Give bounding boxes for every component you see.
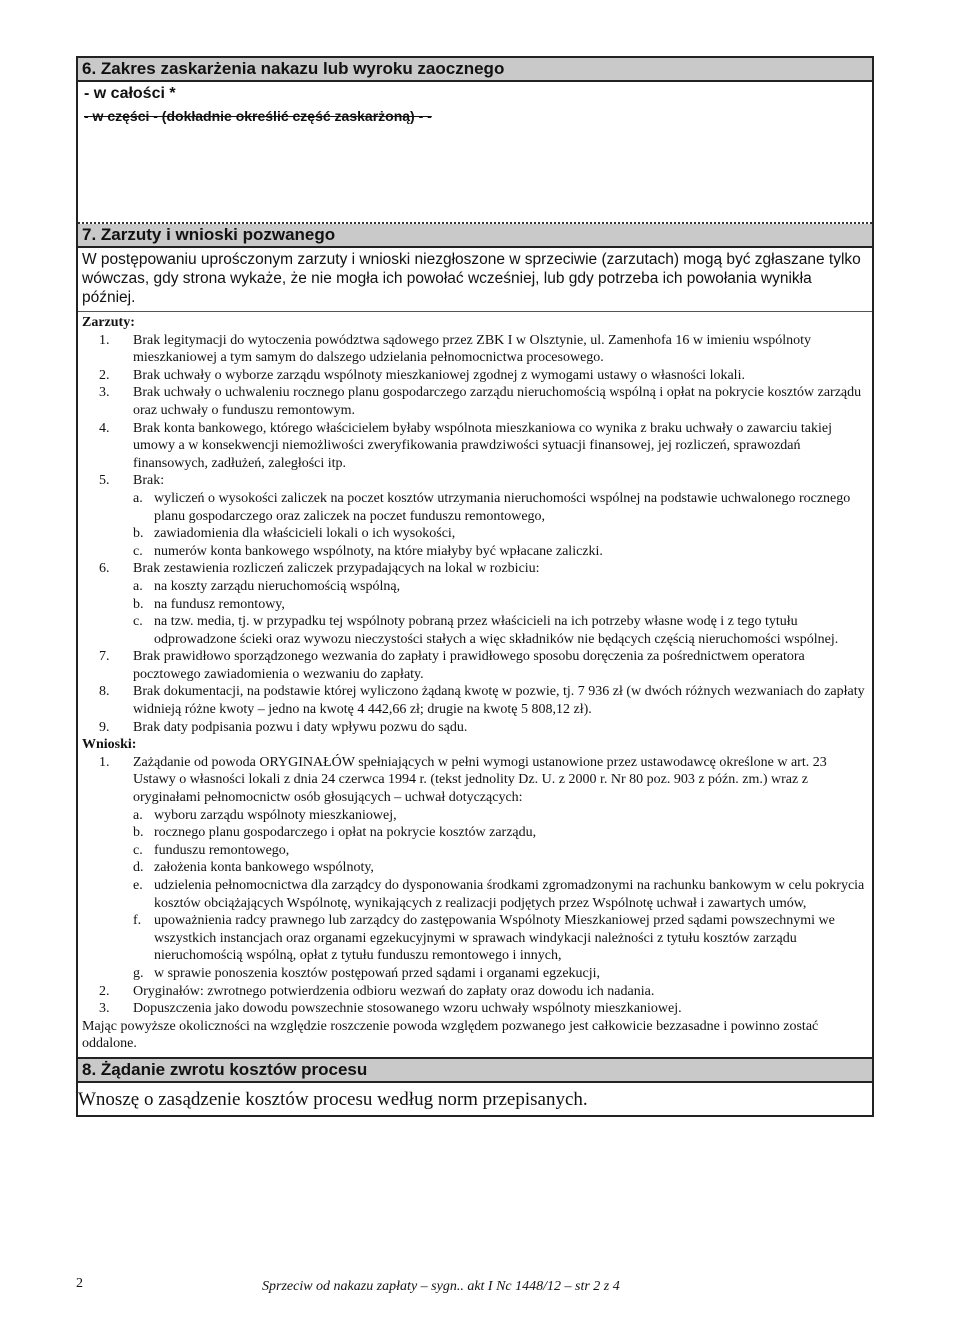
item-text: Oryginałów: zwrotnego potwierdzenia odbioru wezwań do zapłaty oraz dowodu ich nadania.: [133, 983, 655, 999]
section-6-title: 6. Zakres zaskarżenia nakazu lub wyroku zaocznego: [78, 58, 872, 82]
scope-full: - w całości *: [84, 85, 176, 102]
list-item: [82, 420, 868, 473]
list-item: [82, 560, 868, 648]
item-number: 3.: [99, 385, 110, 401]
sub-item-text: na fundusz remontowy,: [154, 596, 285, 612]
objections-and-motions: [78, 311, 872, 1057]
section-7-intro: W postępowaniu uprośczonym zarzuty i wnioski niezgłoszone w sprzeciwie (zarzutach) mogą być zgłaszane tylko wówczas, gdy strona wykaże, że nie mogła ich powołać wcześniej, lub gdy potrzeba ich powołania wynikła później.: [82, 251, 861, 306]
sub-list-item: [133, 807, 868, 825]
item-number: 8.: [99, 684, 110, 700]
sub-item-letter: f.: [133, 913, 142, 929]
sub-list-item: [133, 877, 868, 912]
item-text: Brak prawidłowo sporządzonego wezwania do zapłaty i prawidłowego sposobu doręczenia za pośrednictwem operatora pocztowego zawiadomienia o wezwaniu do zapłaty.: [133, 649, 805, 682]
dotted-separator: [78, 222, 872, 224]
sub-item-text: upoważnienia radcy prawnego lub zarządcy do zastępowania Wspólnoty Mieszkaniowej przed sądami powszechnymi we wszystkich instancjach oraz organami egzekucyjnymi w sprawach windykacji należności z tytułu kosztów zarządu nieruchomością wspólną, opłat z tytułu funduszu remontowego i innych,: [154, 913, 835, 964]
section-6-body: [78, 82, 872, 224]
objections-list: [82, 332, 868, 737]
sub-list-item: [133, 525, 868, 543]
sub-item-letter: c.: [133, 614, 143, 630]
sub-item-text: w sprawie ponoszenia kosztów postępowań przed sądami i organami egzekucji,: [154, 965, 601, 981]
list-item: [82, 648, 868, 683]
item-number: 2.: [99, 983, 110, 999]
sub-item-letter: e.: [133, 878, 143, 893]
list-item: [82, 472, 868, 560]
section-8-body: [78, 1083, 872, 1115]
sub-list-item: [133, 596, 868, 614]
sub-list-item: [133, 543, 868, 561]
item-number: 5.: [99, 473, 110, 489]
item-text: Brak daty podpisania pozwu i daty wpływu pozwu do sądu.: [133, 719, 468, 735]
sub-list: [133, 490, 868, 560]
sub-item-letter: a.: [133, 490, 143, 506]
objections-label: Zarzuty:: [82, 315, 135, 330]
sub-item-letter: c.: [133, 543, 143, 559]
sub-list-item: [133, 578, 868, 596]
sub-item-text: na koszty zarządu nieruchomością wspólną,: [154, 578, 401, 594]
sub-item-letter: c.: [133, 842, 143, 858]
sub-item-text: na tzw. media, tj. w przypadku tej wspólnoty pobraną przez właścicieli na ich potrzeby własne wodę i z tego tytułu odprowadzone ścieki oraz wywozu nieczystości stałych a więc składników nie będących częścią nieruchomości wspólnej.: [154, 614, 839, 647]
item-text: Brak zestawienia rozliczeń zaliczek przypadających na lokal w rozbiciu:: [133, 561, 540, 577]
sub-item-letter: d.: [133, 860, 144, 876]
sub-list: [133, 807, 868, 983]
sub-item-text: założenia konta bankowego wspólnoty,: [154, 860, 374, 876]
item-text: Brak uchwały o wyborze zarządu wspólnoty mieszkaniowej zgodnej z wymogami ustawy o własności lokali.: [133, 367, 745, 383]
sub-list-item: [133, 613, 868, 648]
sub-list-item: [133, 490, 868, 525]
form-frame: [76, 56, 874, 1117]
sub-item-letter: b.: [133, 825, 144, 841]
closing-statement: Mając powyższe okoliczności na względzie roszczenie powoda względem pozwanego jest całkowicie bezzasadne i powinno zostać oddalone.: [82, 1018, 819, 1052]
list-item: [82, 332, 868, 367]
item-number: 3.: [99, 1001, 110, 1017]
item-text: Zażądanie od powoda ORYGINAŁÓW spełniających w pełni wymogi ustanowione przez ustawodawcę określone w art. 23 Ustawy o własności lokali z dnia 24 czerwca 1994 r. (tekst jednolity Dz. U. z 2000 r. Nr 80 poz. 903 z późn. zm.) wraz z oryginałami pełnomocnictw osób głosujących – uchwał dotyczących:: [133, 754, 827, 806]
item-text: Brak legitymacji do wytoczenia powództwa sądowego przez ZBK I w Olsztynie, ul. Zamenhofa 16 w imieniu wspólnoty mieszkaniowej a tym samym do dalszego udzielania pełnomocnictwa procesowego.: [133, 332, 812, 366]
list-item: [82, 754, 868, 983]
costs-statement: Wnoszę o zasądzenie kosztów procesu według norm przepisanych.: [78, 1088, 588, 1110]
sub-list-item: [133, 912, 868, 965]
sub-item-letter: a.: [133, 807, 143, 823]
item-number: 2.: [99, 367, 110, 383]
item-number: 1.: [99, 332, 110, 348]
sub-list: [133, 578, 868, 648]
item-text: Brak dokumentacji, na podstawie której wyliczono żądaną kwotę w pozwie, tj. 7 936 zł (w dwóch różnych wezwaniach do zapłaty widnieją różne kwoty – jedno na kwotę 4 442,66 zł; drugie na kwotę 5 808,12 zł).: [133, 684, 865, 718]
motions-list: [82, 754, 868, 1018]
list-item: [82, 983, 868, 1001]
sub-item-text: wyliczeń o wysokości zaliczek na poczet kosztów utrzymania nieruchomości wspólnej na podstawie uchwalonego rocznego planu gospodarczego oraz zaliczek na poczet funduszu remontowego,: [154, 490, 851, 524]
motions-label: Wnioski:: [82, 737, 137, 753]
sub-item-text: rocznego planu gospodarczego i opłat na pokrycie kosztów zarządu,: [154, 825, 537, 841]
sub-list-item: [133, 859, 868, 877]
sub-item-letter: g.: [133, 965, 144, 981]
item-text: Dopuszczenia jako dowodu powszechnie stosowanego wzoru uchwały wspólnoty mieszkaniowej.: [133, 1001, 682, 1017]
sub-item-text: numerów konta bankowego wspólnoty, na które miałyby być wpłacane zaliczki.: [154, 543, 603, 559]
page-number: 2: [76, 1276, 83, 1291]
item-text: Brak uchwały o uchwaleniu rocznego planu gospodarczego zarządu nieruchomością wspólną i opłat na pokrycie kosztów zarządu oraz uchwały o funduszu remontowym.: [133, 385, 862, 418]
list-item: [82, 1000, 868, 1018]
item-number: 7.: [99, 649, 110, 665]
sub-item-letter: b.: [133, 526, 144, 542]
item-text: Brak:: [133, 473, 165, 489]
list-item: [82, 683, 868, 718]
list-item: [82, 384, 868, 419]
item-number: 4.: [99, 420, 110, 436]
sub-item-text: wyboru zarządu wspólnoty mieszkaniowej,: [154, 807, 397, 823]
sub-item-text: udzielenia pełnomocnictwa dla zarządcy do dysponowania środkami zgromadzonymi na rachunku bankowym w celu pokrycia kosztów obciążających Wspólnotę, wynikających z realizacji podjętych przez Wspólnotę uchwał i zawartych umów,: [154, 878, 865, 911]
item-text: Brak konta bankowego, którego właścicielem byłaby wspólnota mieszkaniowa co wynika z braku uchwały o zawarciu takiej umowy a w konsekwencji niemożliwości zweryfikowania prawdziwości sytuacji finansowej, jej rozliczeń, sprawozdań finansowych, zadłużeń, zaległości itp.: [133, 420, 832, 471]
item-number: 6.: [99, 561, 110, 577]
sub-item-letter: a.: [133, 578, 143, 594]
section-8-title: 8. Żądanie zwrotu kosztów procesu: [78, 1057, 872, 1083]
sub-list-item: [133, 824, 868, 842]
page-footer: Sprzeciw od nakazu zapłaty – sygn.. akt I Nc 1448/12 – str 2 z 4: [262, 1279, 620, 1294]
sub-item-letter: b.: [133, 596, 144, 612]
item-number: 1.: [99, 754, 110, 770]
list-item: [82, 719, 868, 737]
sub-item-text: funduszu remontowego,: [154, 842, 290, 858]
list-item: [82, 367, 868, 385]
section-7-body: [78, 248, 872, 1057]
sub-item-text: zawiadomienia dla właścicieli lokali o ich wysokości,: [154, 526, 456, 542]
sub-list-item: [133, 842, 868, 860]
scope-partial: - w części - (dokładnie określić część zaskarżoną) - -: [84, 108, 432, 124]
section-7-title: 7. Zarzuty i wnioski pozwanego: [78, 224, 872, 248]
item-number: 9.: [99, 719, 110, 735]
sub-list-item: [133, 965, 868, 983]
